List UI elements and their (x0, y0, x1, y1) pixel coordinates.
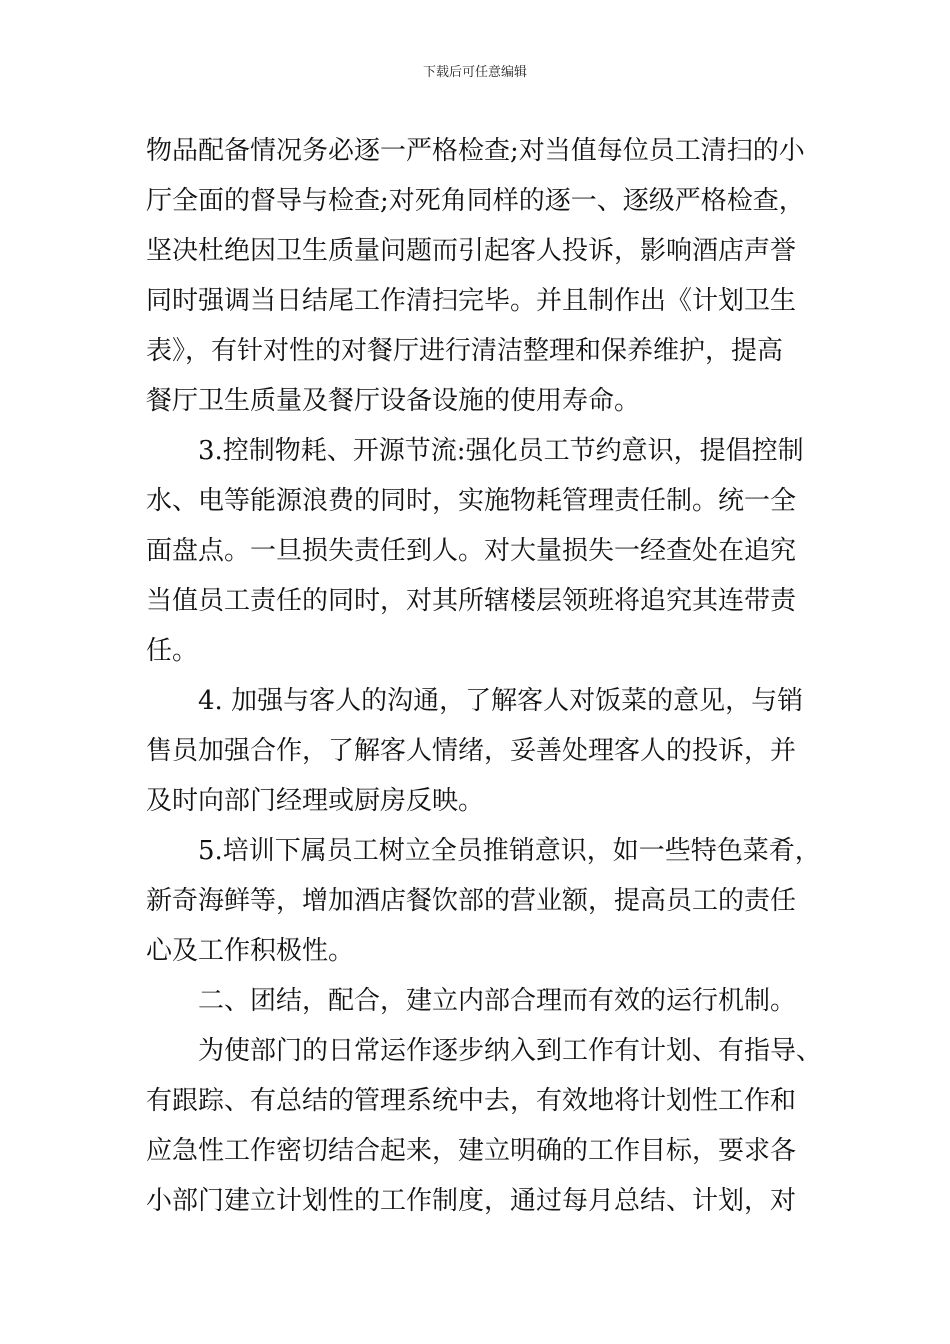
text-line: 心及工作积极性。 (146, 936, 355, 966)
text-line: 有跟踪、有总结的管理系统中去，有效地将计划性工作和 (146, 1086, 797, 1116)
text-line: 面盘点。一旦损失责任到人。对大量损失一经查处在追究 (146, 536, 797, 566)
paragraph-start-line: 为使部门的日常运作逐步纳入到工作有计划、有指导、 (198, 1036, 823, 1066)
text-line: 物品配备情况务必逐一严格检查;对当值每位员工清扫的小 (146, 136, 805, 166)
paragraph-start-line: 3.控制物耗、开源节流:强化员工节约意识，提倡控制 (198, 436, 804, 466)
text-line: 新奇海鲜等，增加酒店餐饮部的营业额，提高员工的责任 (146, 886, 797, 916)
text-line: 小部门建立计划性的工作制度，通过每月总结、计划，对 (146, 1186, 797, 1216)
text-line: 及时向部门经理或厨房反映。 (146, 786, 485, 816)
text-line: 任。 (146, 636, 199, 666)
text-line: 应急性工作密切结合起来，建立明确的工作目标，要求各 (146, 1136, 797, 1166)
document-body (146, 126, 823, 1226)
text-line: 厅全面的督导与检查;对死角同样的逐一、逐级严格检查， (146, 186, 805, 216)
paragraph-start-line: 4. 加强与客人的沟通，了解客人对饭菜的意见，与销 (198, 686, 804, 716)
paragraph-start-line: 5.培训下属员工树立全员推销意识，如一些特色菜肴， (198, 836, 821, 866)
text-line: 当值员工责任的同时，对其所辖楼层领班将追究其连带责 (146, 586, 797, 616)
text-line: 水、电等能源浪费的同时，实施物耗管理责任制。统一全 (146, 486, 797, 516)
text-line: 表》，有针对性的对餐厅进行清洁整理和保养维护，提高 (146, 336, 784, 366)
page-header: 下载后可任意编辑 (422, 65, 527, 80)
text-line: 餐厅卫生质量及餐厅设备设施的使用寿命。 (146, 386, 641, 416)
section-heading-line: 二、团结，配合，建立内部合理而有效的运行机制。 (198, 986, 797, 1016)
text-line: 同时强调当日结尾工作清扫完毕。并且制作出《计划卫生 (146, 286, 797, 316)
text-line: 坚决杜绝因卫生质量问题而引起客人投诉，影响酒店声誉 (146, 236, 797, 266)
text-line: 售员加强合作，了解客人情绪，妥善处理客人的投诉，并 (146, 736, 797, 766)
